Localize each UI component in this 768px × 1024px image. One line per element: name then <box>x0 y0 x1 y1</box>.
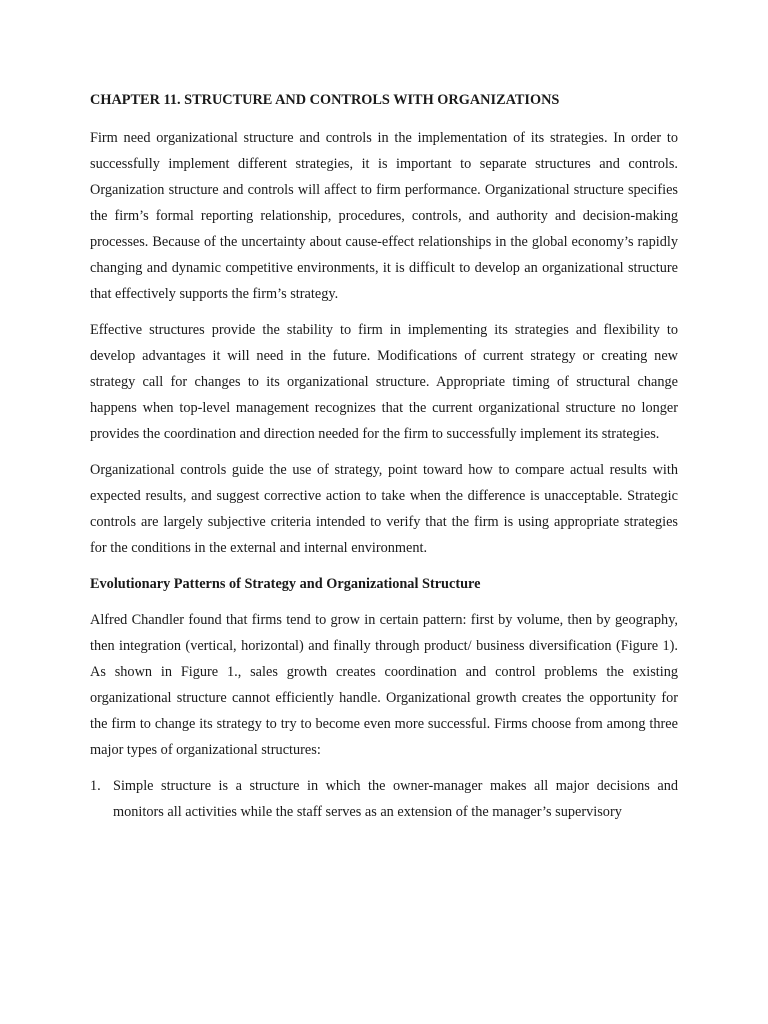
paragraph-effective-structures: Effective structures provide the stability to firm in implementing its strategies and flexibility to develop advantages it will need in the future. Modifications of current strategy or creating new strategy call for changes to its organizational structure. Appropriate timing of structural change happens when top-level management recognizes that the current organizational structure no longer provides the coordination and direction needed for the firm to successfully implement its strategies. <box>90 322 678 442</box>
paragraph-chandler: Alfred Chandler found that firms tend to grow in certain pattern: first by volume, then by geography, then integration (vertical, horizontal) and finally through product/ business diversification (Figure 1). As shown in Figure 1., sales growth creates coordination and control problems the existing organizational structure cannot efficiently handle. Organizational growth creates the opportunity for the firm to change its strategy to try to become even more successful. Firms choose from among three major types of organizational structures: <box>90 612 678 758</box>
section-heading: Evolutionary Patterns of Strategy and Organizational Structure <box>90 576 481 592</box>
list-item-text: Simple structure is a structure in which the owner-manager makes all major decisions and monitors all activities while the staff serves as an extension of the manager’s supervisory <box>113 778 678 820</box>
paragraph-structure-intro: Firm need organizational structure and controls in the implementation of its strategies. In order to successfully implement different strategies, it is important to separate structures and controls. Organization structure and controls will affect to firm performance. Organizational structure specifies the firm’s formal reporting relationship, procedures, controls, and authority and decision-making processes. Because of the uncertainty about cause-effect relationships in the global economy’s rapidly changing and dynamic competitive environments, it is difficult to develop an organizational structure that effectively supports the firm’s strategy. <box>90 130 678 302</box>
chapter-title: CHAPTER 11. STRUCTURE AND CONTROLS WITH ORGANIZATIONS <box>90 92 560 108</box>
structure-types-list <box>90 773 678 825</box>
list-item-number: 1. <box>90 778 101 794</box>
document-page <box>90 87 678 825</box>
paragraph-organizational-controls: Organizational controls guide the use of strategy, point toward how to compare actual results with expected results, and suggest corrective action to take when the difference is unacceptable. Strategic controls are largely subjective criteria intended to verify that the firm is using appropriate strategies for the conditions in the external and internal environment. <box>90 462 678 556</box>
list-item <box>90 773 678 825</box>
